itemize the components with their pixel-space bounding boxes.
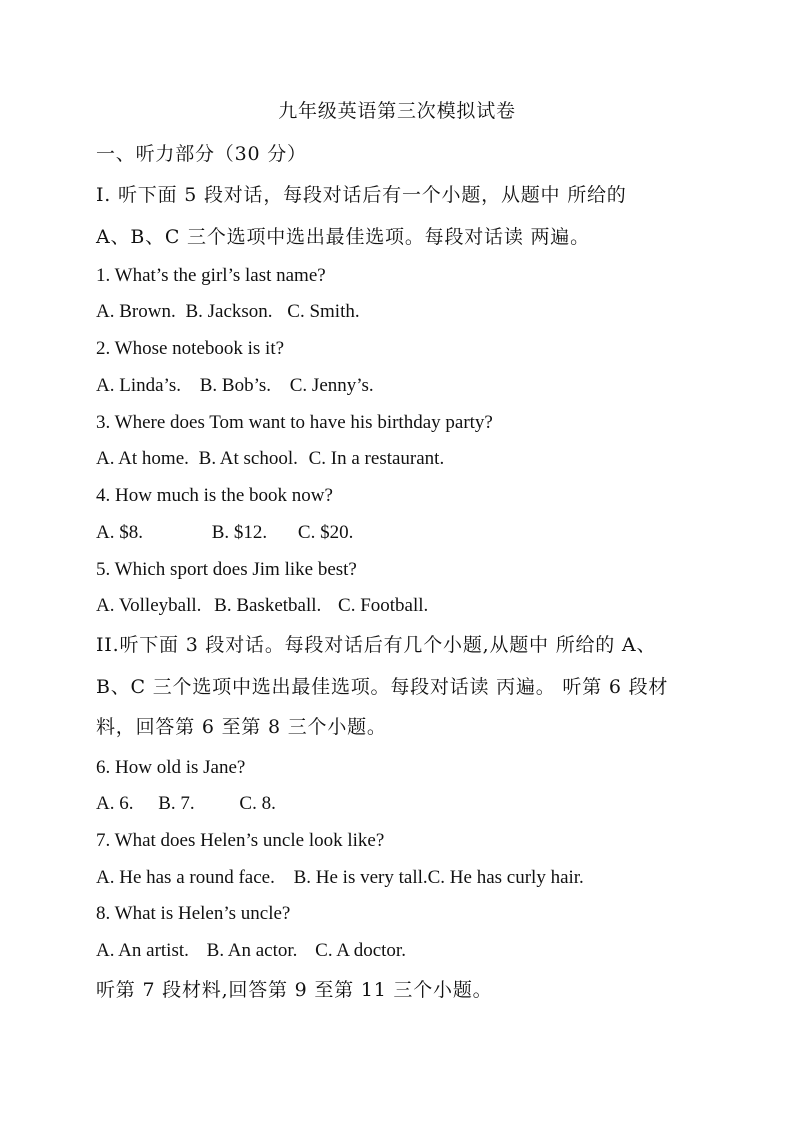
- question-5-option-b: B. Basketball.: [214, 595, 322, 616]
- question-8-option-b: B. An actor.: [206, 940, 298, 961]
- section-heading-listening: 一、听力部分（30 分）: [96, 143, 307, 165]
- question-5: 5. Which sport does Jim like best?: [96, 559, 357, 580]
- question-4-options: [96, 520, 353, 546]
- question-2-option-c: C. Jenny’s.: [289, 375, 374, 396]
- question-1: 1. What’s the girl’s last name?: [96, 265, 326, 286]
- question-6-option-c: C. 8.: [239, 793, 276, 814]
- question-2: 2. Whose notebook is it?: [96, 338, 285, 359]
- question-3: 3. Where does Tom want to have his birthday party?: [96, 412, 493, 433]
- question-7: 7. What does Helen’s uncle look like?: [96, 830, 385, 851]
- question-7-options: [96, 865, 584, 891]
- question-8: 8. What is Helen’s uncle?: [96, 903, 291, 924]
- question-3-option-c: C. In a restaurant.: [308, 448, 445, 469]
- question-6-options: [96, 791, 276, 817]
- question-5-options: [96, 593, 428, 619]
- question-7-option-c: C. He has curly hair.: [427, 867, 584, 888]
- question-8-option-a: A. An artist.: [96, 940, 189, 961]
- question-4-option-b: B. $12.: [211, 522, 268, 543]
- question-3-options: [96, 446, 444, 472]
- part2-next-instruction: 听第 7 段材料,回答第 9 至第 11 三个小题。: [96, 979, 493, 1001]
- question-3-option-a: A. At home.: [96, 448, 189, 469]
- question-7-option-a: A. He has a round face.: [96, 867, 275, 888]
- part1-instruction-line2: A、B、C 三个选项中选出最佳选项。每段对话读 两遍。: [96, 226, 590, 248]
- question-4-option-a: A. $8.: [96, 522, 143, 543]
- question-8-options: [96, 938, 406, 964]
- question-1-option-b: B. Jackson.: [185, 301, 273, 322]
- part1-instruction-line1: I. 听下面 5 段对话，每段对话后有一个小题，从题中 所给的: [96, 184, 627, 206]
- question-1-option-a: A. Brown.: [96, 301, 176, 322]
- question-6-option-a: A. 6.: [96, 793, 134, 814]
- question-2-option-b: B. Bob’s.: [199, 375, 271, 396]
- question-3-option-b: B. At school.: [198, 448, 298, 469]
- question-4-option-c: C. $20.: [297, 522, 354, 543]
- question-1-option-c: C. Smith.: [287, 301, 360, 322]
- question-8-option-c: C. A doctor.: [315, 940, 406, 961]
- question-1-options: [96, 299, 360, 325]
- question-5-option-c: C. Football.: [338, 595, 429, 616]
- question-6-option-b: B. 7.: [158, 793, 195, 814]
- question-7-option-b: B. He is very tall.: [293, 867, 428, 888]
- question-2-option-a: A. Linda’s.: [96, 375, 181, 396]
- question-6: 6. How old is Jane?: [96, 757, 246, 778]
- part2-instruction-line2: B、C 三个选项中选出最佳选项。每段对话读 丙遍。 听第 6 段材: [96, 676, 669, 698]
- question-4: 4. How much is the book now?: [96, 485, 333, 506]
- part2-instruction-line3: 料，回答第 6 至第 8 三个小题。: [96, 716, 387, 738]
- question-5-option-a: A. Volleyball.: [96, 595, 202, 616]
- part2-instruction-line1: II.听下面 3 段对话。每段对话后有几个小题,从题中 所给的 A、: [96, 634, 657, 656]
- question-2-options: [96, 373, 374, 399]
- exam-title: 九年级英语第三次模拟试卷: [278, 100, 516, 122]
